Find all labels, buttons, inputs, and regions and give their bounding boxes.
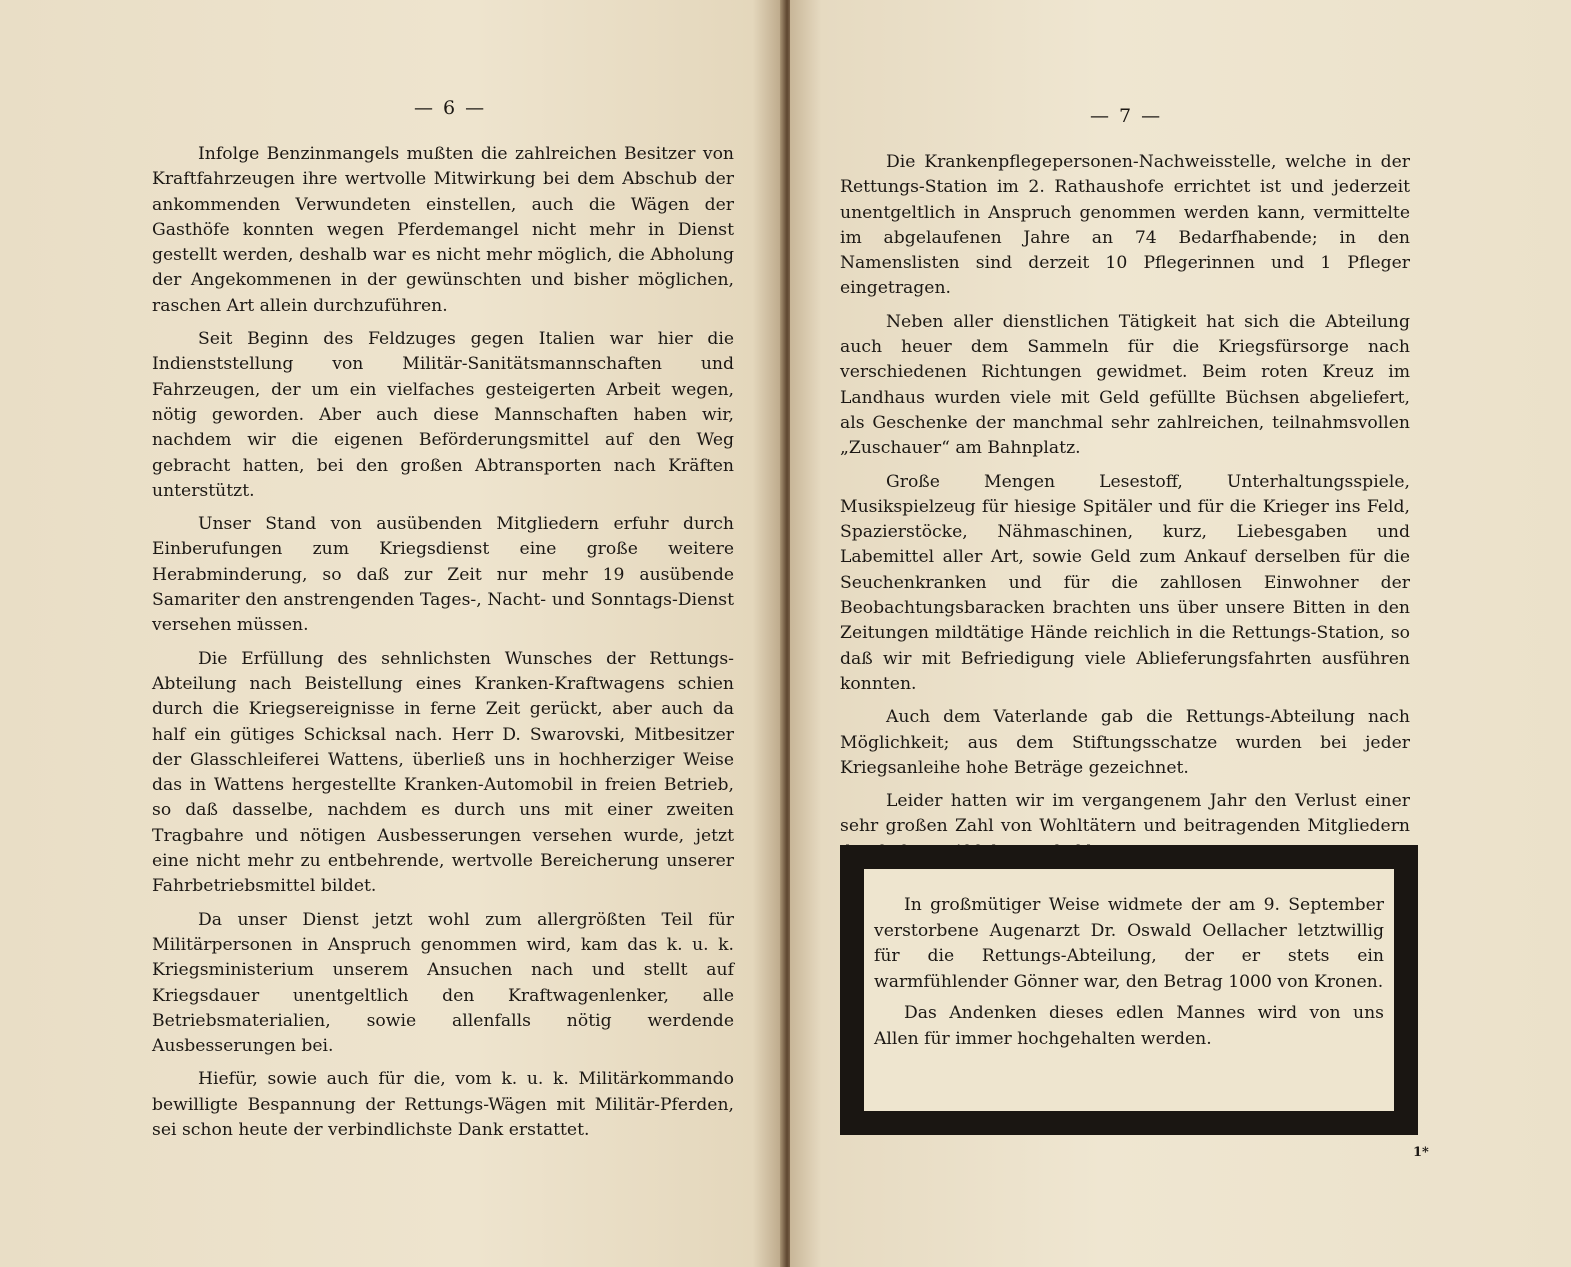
memorial-box — [840, 845, 1418, 1135]
paragraph: Neben aller dienstlichen Tätigkeit hat sich die Abteilung auch heuer dem Sammeln für die Kriegsfürsorge nach verschiedenen Richtungen gewidmet. Beim roten Kreuz im Landhaus wurden viele mit Geld gefüllte Büchsen abgeliefert, als Geschenke der manchmal sehr zahlreichen, teilnahmsvollen „Zuschauer“ am Bahnplatz. — [840, 311, 1410, 459]
paragraph: Seit Beginn des Feldzuges gegen Italien war hier die Indienststellung von Militär-Sanitätsmannschaften und Fahrzeugen, der um ein vielfaches gesteigerten Arbeit wegen, nötig geworden. Aber auch diese Mannschaften haben wir, nachdem wir die eigenen Beförderungsmittel auf den Weg gebracht hatten, bei den großen Abtransporten nach Kräften unterstützt. — [152, 329, 734, 501]
memorial-paragraph: Das Andenken dieses edlen Mannes wird von uns Allen für immer hochgehalten werden. — [874, 1003, 1384, 1049]
paragraph: Auch dem Vaterlande gab die Rettungs-Abteilung nach Möglichkeit; aus dem Stiftungsschatze wurden bei jeder Kriegsanleihe hohe Beträge gezeichnet. — [840, 707, 1410, 778]
page-number-right: — 7 — — [1090, 105, 1163, 127]
paragraph: Da unser Dienst jetzt wohl zum allergrößten Teil für Militärpersonen in Anspruch genommen wird, kam das k. u. k. Kriegsministerium unserem Ansuchen nach und stellt auf Kriegsdauer unentgeltlich den Kraftwagenlenker, alle Betriebsmaterialien, sowie allenfalls nötig werdende Ausbesserungen bei. — [152, 909, 734, 1057]
signature-mark: 1* — [1413, 1145, 1429, 1160]
page-number-left: — 6 — — [414, 97, 487, 119]
paragraph: Große Mengen Lesestoff, Unterhaltungsspiele, Musikspielzeug für hiesige Spitäler und für die Krieger ins Feld, Spazierstöcke, Nähmaschinen, kurz, Liebesgaben und Labemittel aller Art, sowie Geld zum Ankauf derselben für die Seuchenkranken und für die zahllosen Einwohner der Beobachtungsbaracken brachten uns über unsere Bitten in den Zeitungen mildtätige Hände reichlich in die Rettungs-Station, so daß wir mit Befriedigung viele Ablieferungsfahrten ausführen konnten. — [840, 471, 1410, 694]
right-page-body — [840, 150, 1410, 873]
paragraph: Unser Stand von ausübenden Mitgliedern erfuhr durch Einberufungen zum Kriegsdienst eine große weitere Herabminderung, so daß zur Zeit nur mehr 19 ausübende Samariter den anstrengenden Tages-, Nacht- und Sonntags-Dienst versehen müssen. — [152, 514, 734, 636]
paragraph: Die Erfüllung des sehnlichsten Wunsches der Rettungs-Abteilung nach Beistellung eines Kranken-Kraftwagens schien durch die Kriegsereignisse in ferne Zeit gerückt, aber auch da half ein gütiges Schicksal nach. Herr D. Swarovski, Mitbesitzer der Glasschleiferei Wattens, überließ uns in hochherziger Weise das in Wattens hergestellte Kranken-Automobil in freien Betrieb, so daß dasselbe, nachdem es durch uns mit einer zweiten Tragbahre und nötigen Ausbesserungen versehen wurde, jetzt eine nicht mehr zu entbehrende, wertvolle Bereicherung unserer Fahrbetriebsmittel bildet. — [152, 648, 734, 897]
paragraph: Die Krankenpflegepersonen-Nachweisstelle, welche in der Rettungs-Station im 2. Rathaushofe errichtet ist und jederzeit unentgeltlich in Anspruch genommen werden kann, vermittelte im abgelaufenen Jahre an 74 Bedarfhabende; in den Namenslisten sind derzeit 10 Pflegerinnen und 1 Pfleger eingetragen. — [840, 152, 1410, 299]
memorial-paragraph: In großmütiger Weise widmete der am 9. September verstorbene Augenarzt Dr. Oswald Oellacher letztwillig für die Rettungs-Abteilung, der er stets ein warmfühlender Gönner war, den Betrag 1000 von Kronen. — [874, 895, 1384, 992]
left-page — [0, 0, 784, 1267]
paragraph: Hiefür, sowie auch für die, vom k. u. k. Militärkommando bewilligte Bespannung der Rettungs-Wägen mit Militär-Pferden, sei schon heute der verbindlichste Dank erstattet. — [152, 1069, 734, 1140]
memorial-text — [874, 893, 1384, 1058]
paragraph: Infolge Benzinmangels mußten die zahlreichen Besitzer von Kraftfahrzeugen ihre wertvolle Mitwirkung bei dem Abschub der ankommenden Verwundeten einstellen, auch die Wägen der Gasthöfe konnten wegen Pferdemangel nicht mehr in Dienst gestellt werden, deshalb war es nicht mehr möglich, die Abholung der Angekommenen in der gewünschten und bisher möglichen, raschen Art allein durchzuführen. — [152, 144, 734, 316]
left-page-body — [152, 142, 734, 1151]
paragraph: Leider hatten wir im vergangenem Jahr den Verlust einer sehr großen Zahl von Wohltätern und beitragenden Mitgliedern — [840, 791, 1410, 837]
right-page — [790, 0, 1571, 1267]
